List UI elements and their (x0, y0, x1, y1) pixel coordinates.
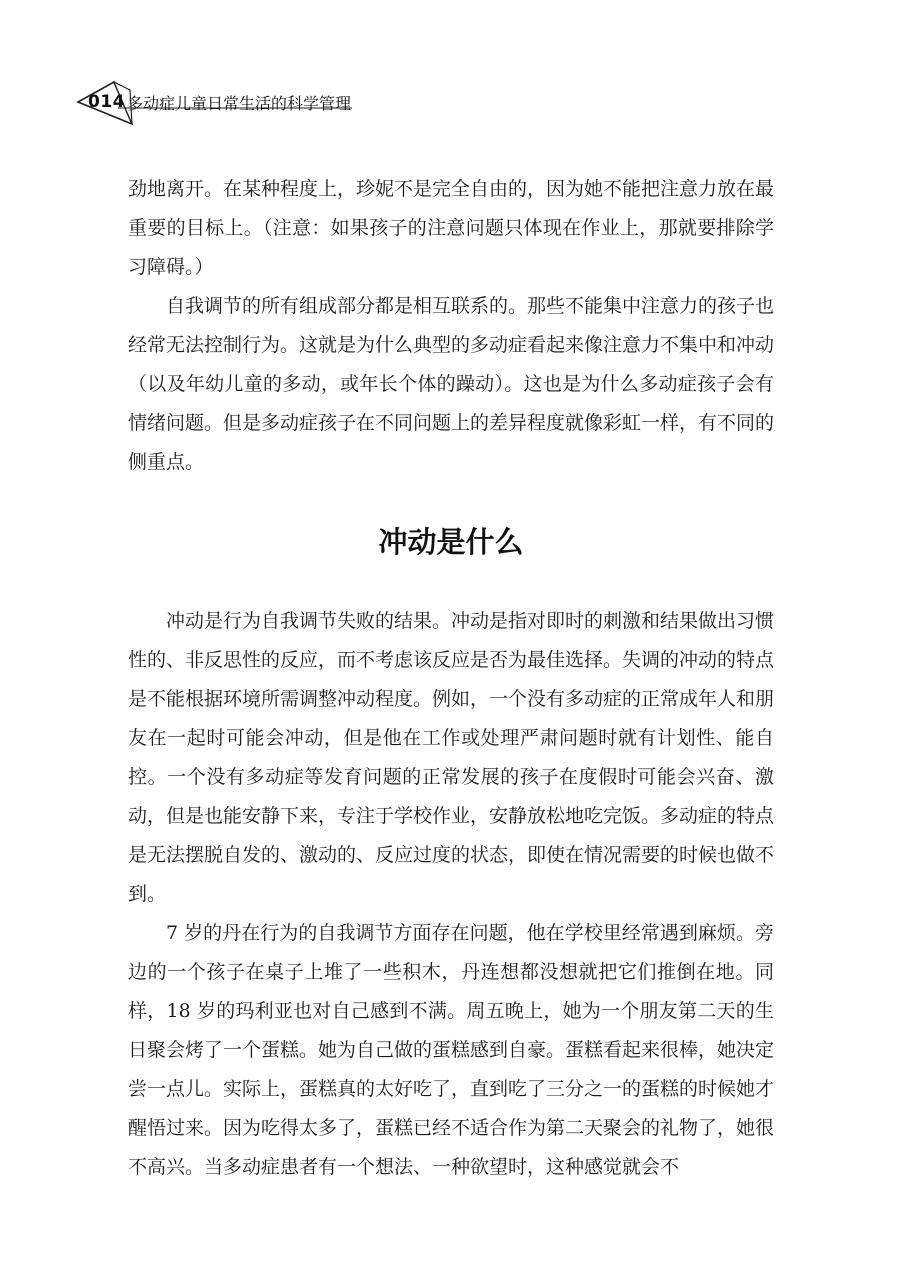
page-number: 014 (88, 92, 125, 112)
running-title: 多动症儿童日常生活的科学管理 (127, 94, 352, 113)
running-header (70, 78, 370, 128)
body-paragraph: 7 岁的丹在行为的自我调节方面存在问题，他在学校里经常遇到麻烦。旁边的一个孩子在桌子上堆了一些积木，丹连想都没想就把它们推倒在地。同样，18 岁的玛利亚也对自己感到不满。周五晚上，她为一个朋友第二天的生日聚会烤了一个蛋糕。她为自己做的蛋糕感到自豪。蛋糕看起来很棒，她决定尝一点儿。实际上，蛋糕真的太好吃了，直到吃了三分之一的蛋糕的时候她才醒悟过来。因为吃得太多了，蛋糕已经不适合作为第二天聚会的礼物了，她很不高兴。当多动症患者有一个想法、一种欲望时，这种感觉就会不 (128, 922, 775, 1178)
body-paragraph: 自我调节的所有组成部分都是相互联系的。那些不能集中注意力的孩子也经常无法控制行为。这就是为什么典型的多动症看起来像注意力不集中和冲动（以及年幼儿童的多动，或年长个体的躁动）。这也是为什么多动症孩子会有情绪问题。但是多动症孩子在不同问题上的差异程度就像彩虹一样，有不同的侧重点。 (128, 295, 775, 473)
body-paragraph: 冲动是行为自我调节失败的结果。冲动是指对即时的刺激和结果做出习惯性的、非反思性的反应，而不考虑该反应是否为最佳选择。失调的冲动的特点是不能根据环境所需调整冲动程度。例如，一个没有多动症的正常成年人和朋友在一起时可能会冲动，但是他在工作或处理严肃问题时就有计划性、能自控。一个没有多动症等发育问题的正常发展的孩子在度假时可能会兴奋、激动，但是也能安静下来，专注于学校作业，安静放松地吃完饭。多动症的特点是无法摆脱自发的、激动的、反应过度的状态，即使在情况需要的时候也做不到。 (128, 610, 775, 905)
section-heading: 冲动是什么 (378, 525, 524, 559)
page-body (128, 170, 774, 1187)
body-paragraph: 劲地离开。在某种程度上，珍妮不是完全自由的，因为她不能把注意力放在最重要的目标上。（注意：如果孩子的注意问题只体现在作业上，那就要排除学习障碍。） (128, 178, 775, 278)
